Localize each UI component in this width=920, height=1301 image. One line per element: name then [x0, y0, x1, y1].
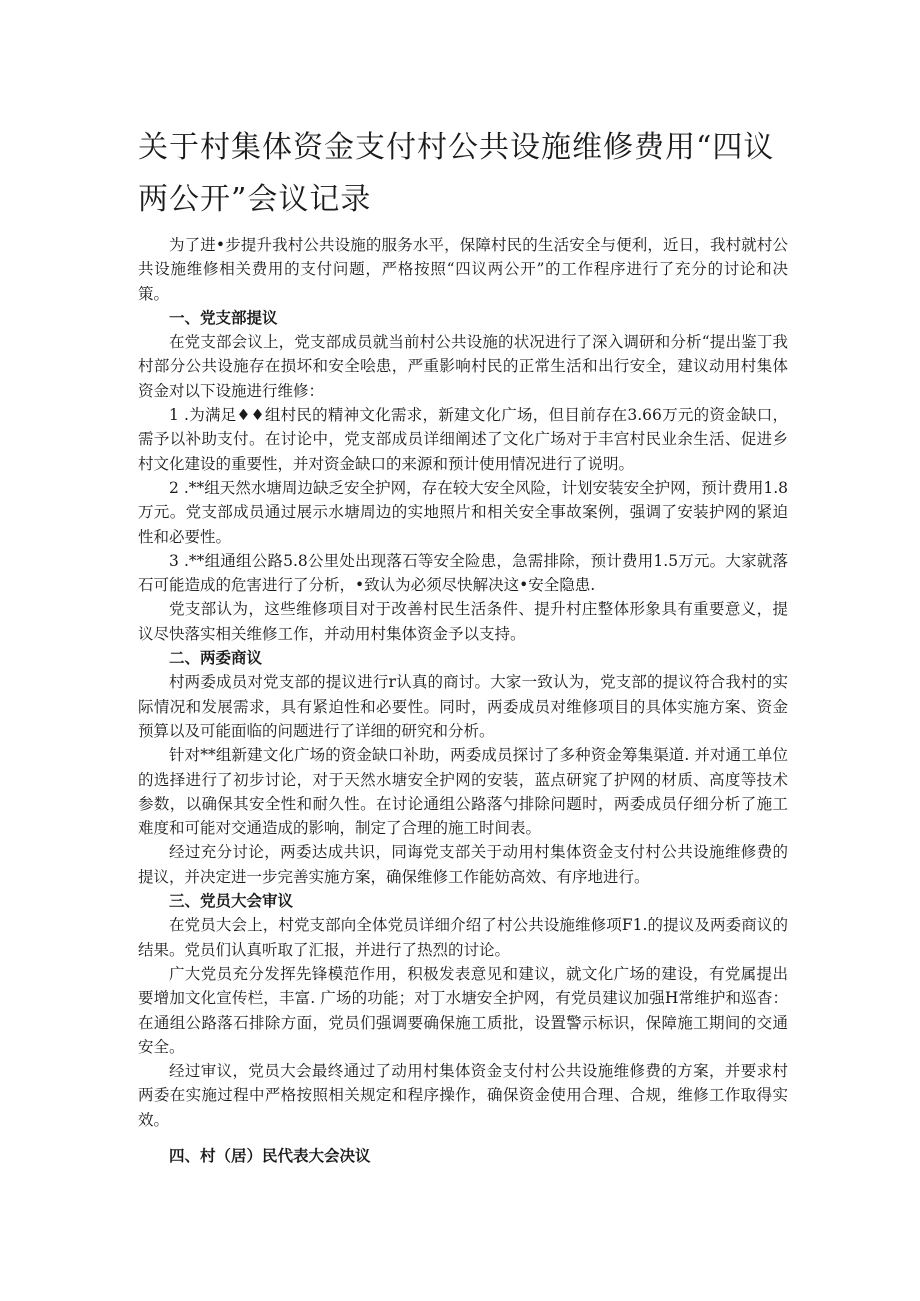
document-body	[138, 233, 788, 1168]
paragraph: 经过充分讨论，两委达成共识，同诲党支部关于动用村集体资金支付村公共设施维修费的提议，并决定进一步完善实施方案，确保维修工作能妨高效、有序地进行。	[138, 843, 788, 886]
document-title: 关于村集体资金支付村公共设施维修费用“四议两公开”会议记录	[138, 130, 775, 217]
section-heading-4: 四、村（居）民代表大会决议	[169, 1146, 371, 1165]
paragraph: 在党支部会议上，党支部成员就当前村公共设施的状况进行了深入调研和分析“提出鉴丁我村部分公共设施存在损坏和安全哙患，严重影响村民的正常生活和出行安全，建议动用村集体资金对以下设施进行维修：	[138, 333, 788, 400]
paragraph: 广大党员充分发挥先锋模范作用，积极发表意见和建议，就文化广场的建设，有党属提出要增加文化宣传栏，丰富. 广场的功能；对丁水塘安全护网，有党员建议加强H常维护和巡杳：在通组公路落石排除方面，党员们强调要确保施工质批，设置警示标识，保障施工期间的交通安全。	[138, 964, 788, 1056]
section-heading-3: 三、党员大会审议	[169, 892, 294, 911]
paragraph: 经过审议，党员大会最终通过了动用村集体资金支付村公共设施维修费的方案，并要求村两委在实施过程中严格按照相关规定和程序操作，确保资金使用合理、合规，维修工作取得实效。	[138, 1062, 788, 1129]
paragraph: 3 .**组通组公路5.8公里处出现落石等安全险患，急需排除，预计费用1.5万元。大家就落石可能造成的危害进行了分析，•致认为必须尽快解决这•安全隐患.	[138, 551, 788, 595]
paragraph: 2 .**组天然水塘周边缺乏安全护网，存在较大安全风险，计划安装安全护网，预计费用1.8万元。党支部成员通过展示水塘周边的实地照片和相关安全事故案例，强调了安装护网的紧迫性和必要性。	[138, 478, 788, 546]
section-heading-1: 一、党支部提议	[169, 308, 278, 327]
paragraph: 村两委成员对党支部的提议进行r认真的商讨。大家一致认为，党支部的提议符合我村的实际情况和发展需求，具有紧迫性和必要性。同时，两委成员对维修项目的具体实施方案、资金预算以及可能面临的问题进行了详细的研究和分析。	[138, 673, 788, 740]
section-heading-2: 二、两委商议	[169, 649, 263, 668]
intro-paragraph: 为了进•步提升我村公共设施的服务水平，保障村民的生活安全与便利，近日，我村就村公共设施维修相关费用的支付问题，严格按照“四议两公开”的工作程序进行了充分的讨论和决策。	[138, 236, 788, 303]
paragraph: 党支部认为，这些维修项目对于改善村民生活条件、提升村庄整体形象具有重要意义，提议尽快落实相关维修工作，并动用村集体资金予以支持。	[138, 600, 788, 643]
paragraph: 在党员大会上，村党支部向全体党员详细介绍了村公共设施维修项F1.的提议及两委商议的结果。党员们认真听取了汇报，并进行了热烈的讨论。	[138, 916, 788, 959]
paragraph: 1 .为满足♦♦组村民的精神文化需求，新建文化广场，但目前存在3.66万元的资金缺口，需予以补助支付。在讨论中，党支部成员详细阐述了文化广场对于丰宫村民业余生活、促进乡村文化建设的重要性，并对资金缺口的来源和预计使用情况进行了说明。	[138, 406, 788, 473]
paragraph: 针对**组新建文化广场的资金缺口补助，两委成员探讨了多种资金筹集渠道. 并对通工单位的选择进行了初步讨论，对于天然水塘安全护网的安装，蓝点研窕了护网的材质、高度等技术参数，以确保其安全性和耐久性。在讨论通组公路落勺排除问题时，两委成员仔细分析了施工难度和可能对交通造成的影响，制定了合理的施工时间表。	[138, 746, 788, 838]
